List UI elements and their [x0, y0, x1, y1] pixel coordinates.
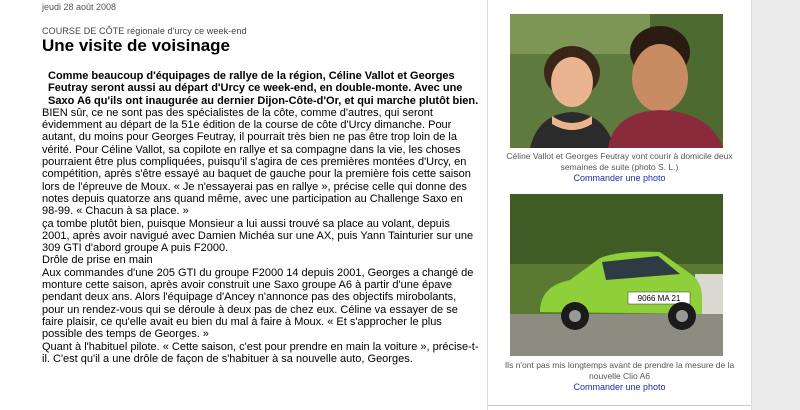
- rally-car-photo: [510, 194, 723, 356]
- article-date: jeudi 28 août 2008: [42, 2, 117, 12]
- article-paragraph: BIEN sûr, ce ne sont pas des spécialistes de la côte, comme d'autres, qui seront évidemment au départ de la 51e édition de la course de côte d'Urcy dimanche. Pour autant, du moins pour Georges Feutray, il pourrait très bien ne pas être trop loin de la vérité. Pour Céline Vallot, sa copilote en rallye et sa compagne dans la vie, les choses pourraient être plus compliquées, puisqu'il s'agira de ces premières montées d'Urcy, en compétition, après s'être essayé au baquet de gauche pour la première fois cette saison lors de l'épreuve de Moux. « Je n'essayerai pas en rallye », précise celle qui donne des notes depuis quatorze ans quand même, avec une participation au Challenge Saxo en 98-99. « Chacun à sa place. »: [42, 106, 471, 218]
- article-body: [42, 70, 480, 365]
- article-paragraph: Quant à l'habituel pilote. « Cette saison, c'est pour prendre en main la voiture », précise-t-il. C'est qu'il a une drôle de façon de s'habituer à sa nouvelle auto, Georges.: [42, 340, 479, 365]
- order-photo-link[interactable]: Commander une photo: [573, 382, 666, 392]
- caption-text: Céline Vallot et Georges Feutray vont courir à domicile deux semaines de suite (photo S. L.): [506, 151, 733, 172]
- portrait-photo: [510, 14, 723, 148]
- photo-caption: [488, 360, 751, 393]
- divider: [488, 405, 751, 406]
- article-title: Une visite de voisinage: [42, 36, 231, 55]
- caption-text: Ils n'ont pas mis longtemps avant de prendre la mesure de la nouvelle Clio A6: [504, 360, 735, 381]
- article-subheading: Drôle de prise en main: [42, 254, 153, 267]
- article-paragraph: ça tombe plutôt bien, puisque Monsieur a lui aussi trouvé sa place au volant, depuis 2001, après avoir navigué avec Damien Michéa sur une AX, puis Yann Tainturier sur une 309 GTI d'abord groupe A puis F2000.: [42, 217, 474, 255]
- article-paragraph: Aux commandes d'une 205 GTI du groupe F2000 14 depuis 2001, Georges a changé de monture cette saison, après avoir construit une Saxo groupe A6 à partir d'une épave pendant deux ans. Alors l'équipage d'Ancey n'annonce pas des objectifs mirobolants, pour un rendez-vous qui se déroule à deux pas de chez eux. Céline va essayer de se faire plaisir, ce qu'elle avait eu bien du mal à faire à Moux. « Et s'approcher le plus possible des temps de Georges. »: [42, 266, 474, 341]
- article-kicker: COURSE DE CÔTE régionale d'urcy ce week-end: [42, 26, 247, 36]
- photo-column: [487, 0, 752, 410]
- article-lead: Comme beaucoup d'équipages de rallye de la région, Céline Vallot et Georges Feutray seront aussi au départ d'Urcy ce week-end, en double-monte. Avec une Saxo A6 qu'ils ont inaugurée au dernier Dijon-Côte-d'Or, et qui marche plutôt bien.: [48, 70, 479, 107]
- window-scroll-area[interactable]: [752, 0, 800, 410]
- order-photo-link[interactable]: Commander une photo: [573, 173, 666, 183]
- rally-car-illustration: [510, 194, 723, 356]
- portrait-illustration: [510, 14, 723, 148]
- photo-caption: [488, 151, 751, 184]
- license-plate: 9066 MA 21: [637, 294, 681, 303]
